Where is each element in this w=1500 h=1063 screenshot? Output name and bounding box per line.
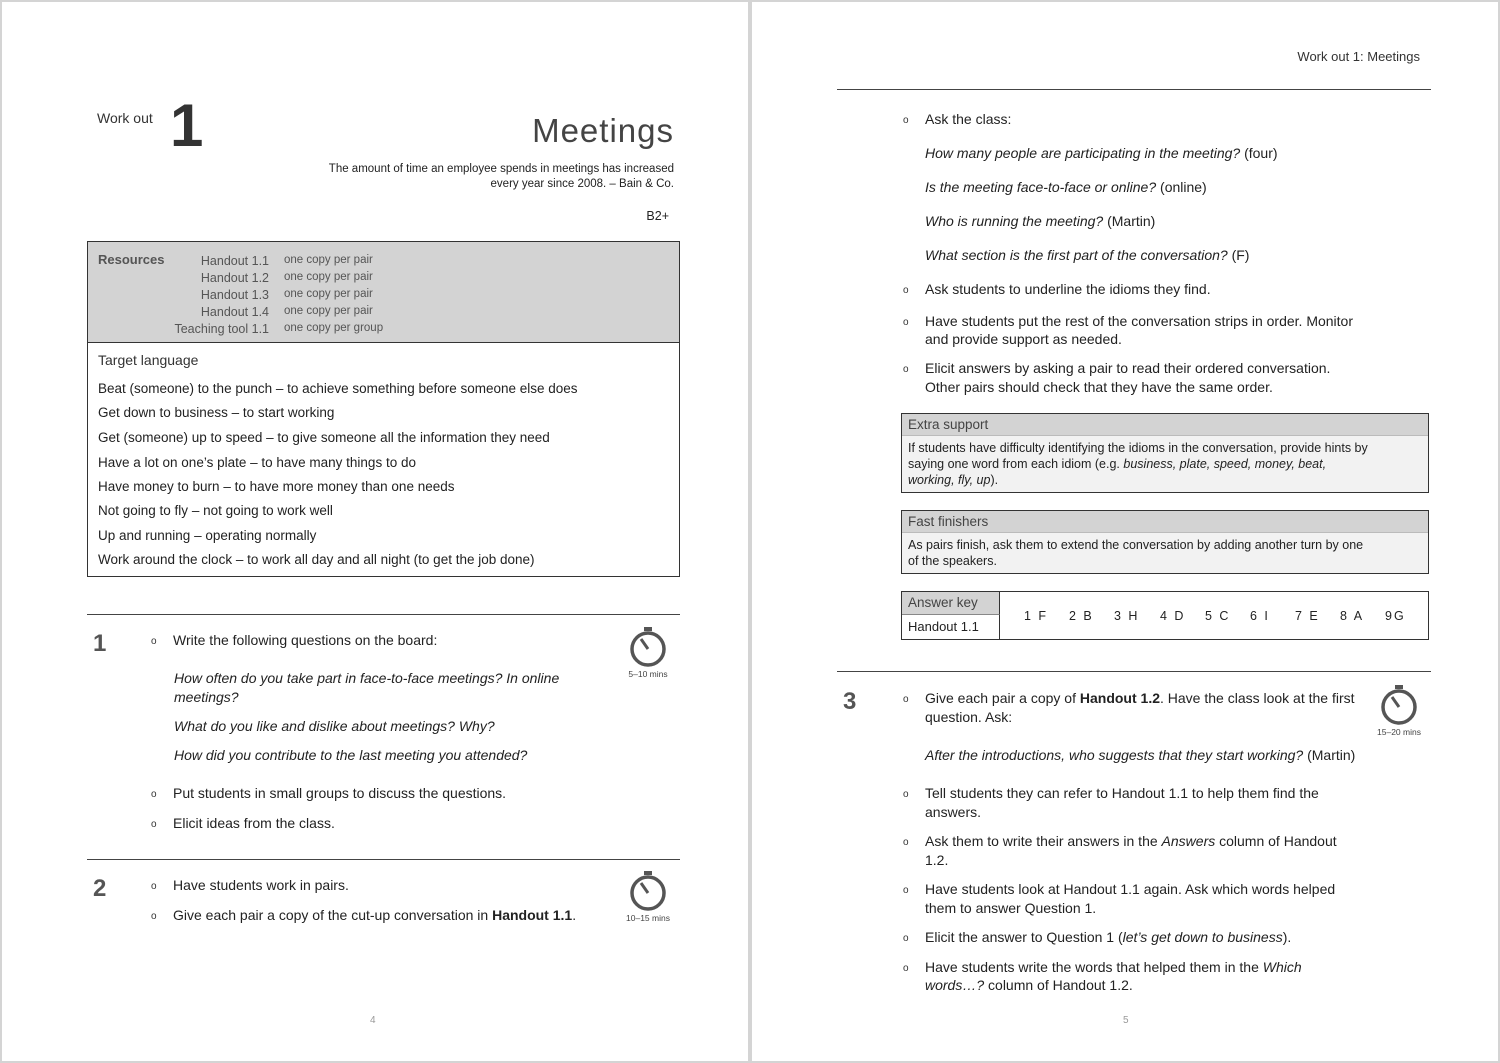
extra-support-line xyxy=(908,456,1422,472)
resource-note: one copy per pair xyxy=(284,254,373,266)
bullet-icon: o xyxy=(903,789,909,800)
answer-key-item: 5 C xyxy=(1205,609,1231,623)
text-run: saying one word from each idiom (e.g. xyxy=(908,457,1124,471)
instruction-text: Elicit ideas from the class. xyxy=(173,815,335,831)
instruction-text: Tell students they can refer to Handout 1.1 to help them find the xyxy=(925,785,1319,801)
timer-label: 15–20 mins xyxy=(1377,727,1421,737)
section-divider xyxy=(837,671,1431,672)
question-answer: (online) xyxy=(1156,179,1207,195)
fast-finishers-box xyxy=(901,510,1429,574)
stopwatch-icon xyxy=(1378,684,1420,726)
extra-support-title: Extra support xyxy=(902,414,1428,436)
discussion-question: How did you contribute to the last meeting you attended? xyxy=(174,747,528,763)
idiom-definition: – to work all day and all night (to get the job done) xyxy=(232,552,535,567)
stopwatch-icon xyxy=(627,626,669,668)
fast-finishers-line: As pairs finish, ask them to extend the conversation by adding another turn by one xyxy=(908,538,1364,552)
instruction-text: Other pairs should check that they have the same order. xyxy=(925,379,1273,395)
discussion-question: meetings? xyxy=(174,689,239,705)
text-run: Have students write the words that helped them in the xyxy=(925,959,1263,975)
page-number: 4 xyxy=(370,1015,376,1026)
answer-key-box xyxy=(901,591,1429,640)
bullet-icon: o xyxy=(151,881,157,892)
bullet-icon: o xyxy=(903,837,909,848)
idiom-term: Work around the clock xyxy=(98,552,233,567)
instruction-text xyxy=(925,958,1302,977)
fast-finishers-title: Fast finishers xyxy=(902,511,1428,533)
instruction-text: 1.2. xyxy=(925,852,949,868)
resources-box xyxy=(87,241,680,577)
section-divider xyxy=(87,614,680,615)
section-number: 1 xyxy=(93,630,107,657)
resource-name: Teaching tool 1.1 xyxy=(174,322,269,336)
page-left xyxy=(2,2,748,1061)
target-language-item xyxy=(98,430,550,445)
text-run: words…? xyxy=(925,977,985,993)
header-rule xyxy=(837,89,1431,90)
idiom-term: Get down to business xyxy=(98,405,228,420)
timer xyxy=(618,870,678,923)
instruction-text: Have students work in pairs. xyxy=(173,877,349,893)
idiom-definition: – to give someone all the information they need xyxy=(262,430,550,445)
section-number: 3 xyxy=(843,688,857,715)
resource-name: Handout 1.2 xyxy=(200,271,269,285)
bullet-icon: o xyxy=(903,963,909,974)
instruction-text: answers. xyxy=(925,804,982,820)
idiom-definition: – to start working xyxy=(227,405,335,420)
text-run: Ask them to write their answers in the xyxy=(925,833,1162,849)
answer-key-item: 4 D xyxy=(1160,609,1186,623)
section-divider xyxy=(87,859,680,860)
bullet-icon: o xyxy=(903,115,909,126)
section-number: 2 xyxy=(93,875,107,902)
text-run: column of Handout xyxy=(1215,833,1337,849)
resources-title: Resources xyxy=(98,252,165,267)
bullet-icon: o xyxy=(151,911,157,922)
handout-ref: Handout 1.1 xyxy=(492,907,573,923)
level-badge: B2+ xyxy=(646,209,669,223)
answer-key-handout: Handout 1.1 xyxy=(902,615,1000,639)
resource-row xyxy=(88,322,679,339)
target-language-item xyxy=(98,405,334,420)
discussion-question: What do you like and dislike about meetings? Why? xyxy=(174,718,495,734)
text-run: Answers xyxy=(1161,833,1216,849)
page-number: 5 xyxy=(1123,1015,1129,1026)
target-language-item xyxy=(98,528,316,543)
bullet-icon: o xyxy=(151,819,157,830)
discussion-question: How often do you take part in face-to-face meetings? In online xyxy=(174,670,560,686)
instruction-text xyxy=(925,689,1355,708)
text-run: . Have the class look at the first xyxy=(1160,690,1355,706)
class-question xyxy=(925,212,1155,231)
answer-key-item: 7 E xyxy=(1295,609,1320,623)
question-text: Is the meeting face-to-face or online? xyxy=(925,179,1157,195)
resource-note: one copy per group xyxy=(284,322,384,334)
resource-row xyxy=(88,271,679,288)
extra-support-body xyxy=(902,436,1428,492)
answer-key-item: 6 I xyxy=(1250,609,1270,623)
idiom-definition: – to have more money than one needs xyxy=(219,479,455,494)
instruction-text xyxy=(925,928,1291,947)
target-language-item xyxy=(98,503,333,518)
resource-row xyxy=(88,288,679,305)
bullet-icon: o xyxy=(151,789,157,800)
target-language-title: Target language xyxy=(98,352,199,368)
question-text: What section is the first part of the conversation? xyxy=(925,247,1228,263)
question-text: How many people are participating in the meeting? xyxy=(925,145,1241,161)
idiom-definition: – to have many things to do xyxy=(246,455,416,470)
extra-support-box xyxy=(901,413,1429,493)
bullet-icon: o xyxy=(903,364,909,375)
idiom-term: Not going to fly xyxy=(98,503,189,518)
resource-name: Handout 1.1 xyxy=(200,254,269,268)
question-text: After the introductions, who suggests that they start working? xyxy=(925,747,1304,763)
instruction-text: Write the following questions on the board: xyxy=(173,632,438,648)
bullet-icon: o xyxy=(903,885,909,896)
answer-key-item: 3 H xyxy=(1114,609,1140,623)
class-question xyxy=(925,246,1249,265)
page-title: Meetings xyxy=(532,112,674,149)
instruction-text: Ask the class: xyxy=(925,111,1012,127)
instruction-text: question. Ask: xyxy=(925,709,1013,725)
resource-note: one copy per pair xyxy=(284,271,373,283)
target-language-item xyxy=(98,455,416,470)
extra-support-line: If students have difficulty identifying the idioms in the conversation, provide hints by xyxy=(908,441,1368,455)
idiom-definition: – operating normally xyxy=(190,528,317,543)
bullet-icon: o xyxy=(903,694,909,705)
answer-key-item: 1 F xyxy=(1024,609,1049,623)
answer-key-item: 2 B xyxy=(1069,609,1094,623)
extra-support-line xyxy=(908,472,1422,488)
resource-row xyxy=(88,254,679,271)
quote xyxy=(274,162,674,192)
timer xyxy=(1369,684,1429,737)
target-language-item xyxy=(98,552,535,567)
idiom-term: Have money to burn xyxy=(98,479,220,494)
question-answer: (Martin) xyxy=(1303,747,1356,763)
bullet-icon: o xyxy=(903,317,909,328)
idiom-term: Get (someone) up to speed xyxy=(98,430,263,445)
resource-name: Handout 1.3 xyxy=(200,288,269,302)
handout-ref: Handout 1.2 xyxy=(1079,690,1160,706)
workout-label: Work out xyxy=(97,110,153,126)
text-run: . xyxy=(572,907,577,923)
text-run: Give each pair a copy of xyxy=(925,690,1080,706)
timer-label: 5–10 mins xyxy=(628,669,668,679)
idiom-term: Up and running xyxy=(98,528,191,543)
instruction-text: Have students look at Handout 1.1 again. Ask which words helped xyxy=(925,881,1336,897)
page-right xyxy=(752,2,1498,1061)
bullet-icon: o xyxy=(903,285,909,296)
text-run: Give each pair a copy of the cut-up conversation in xyxy=(173,907,493,923)
running-header: Work out 1: Meetings xyxy=(1297,49,1420,64)
instruction-text: Have students put the rest of the conversation strips in order. Monitor xyxy=(925,313,1353,329)
text-run: let’s get down to business xyxy=(1122,929,1283,945)
instruction-text: Ask students to underline the idioms they find. xyxy=(925,281,1211,297)
question-answer: (four) xyxy=(1240,145,1278,161)
idiom-definition: – not going to work well xyxy=(188,503,333,518)
timer-label: 10–15 mins xyxy=(626,913,670,923)
instruction-text xyxy=(925,832,1337,851)
target-language-item xyxy=(98,479,454,494)
text-run: Which xyxy=(1262,959,1302,975)
idiom-definition: – to achieve something before someone else does xyxy=(272,381,578,396)
instruction-text xyxy=(925,976,1133,995)
quote-line-1: The amount of time an employee spends in meetings has increased xyxy=(328,163,674,175)
answer-key-title: Answer key xyxy=(902,592,1000,615)
class-question xyxy=(925,746,1355,765)
resource-note: one copy per pair xyxy=(284,305,373,317)
instruction-text: Elicit answers by asking a pair to read their ordered conversation. xyxy=(925,360,1331,376)
resources-panel xyxy=(88,242,679,343)
instruction-text xyxy=(173,906,576,925)
text-run: Elicit the answer to Question 1 ( xyxy=(925,929,1123,945)
answer-key-item: 8 A xyxy=(1340,609,1365,623)
text-run: working, fly, up xyxy=(908,473,991,487)
instruction-text: them to answer Question 1. xyxy=(925,900,1097,916)
idiom-term: Beat (someone) to the punch xyxy=(98,381,273,396)
workout-number: 1 xyxy=(170,92,204,159)
resource-row xyxy=(88,305,679,322)
bullet-icon: o xyxy=(903,933,909,944)
text-run: ). xyxy=(1282,929,1292,945)
fast-finishers-line: of the speakers. xyxy=(908,554,997,568)
target-language-item xyxy=(98,381,578,396)
resource-note: one copy per pair xyxy=(284,288,373,300)
text-run: column of Handout 1.2. xyxy=(984,977,1133,993)
text-run: business, plate, speed, money, beat, xyxy=(1123,457,1327,471)
instruction-text: and provide support as needed. xyxy=(925,331,1122,347)
quote-line-2: every year since 2008. – Bain & Co. xyxy=(490,178,674,190)
bullet-icon: o xyxy=(151,636,157,647)
stopwatch-icon xyxy=(627,870,669,912)
answer-key-item: 9G xyxy=(1385,609,1406,623)
text-run: ). xyxy=(990,473,999,487)
question-text: Who is running the meeting? xyxy=(925,213,1104,229)
resource-name: Handout 1.4 xyxy=(200,305,269,319)
timer xyxy=(618,626,678,679)
idiom-term: Have a lot on one’s plate xyxy=(98,455,247,470)
question-answer: (Martin) xyxy=(1103,213,1156,229)
question-answer: (F) xyxy=(1227,247,1250,263)
instruction-text: Put students in small groups to discuss the questions. xyxy=(173,785,507,801)
class-question xyxy=(925,144,1278,163)
class-question xyxy=(925,178,1207,197)
fast-finishers-body xyxy=(902,533,1428,573)
